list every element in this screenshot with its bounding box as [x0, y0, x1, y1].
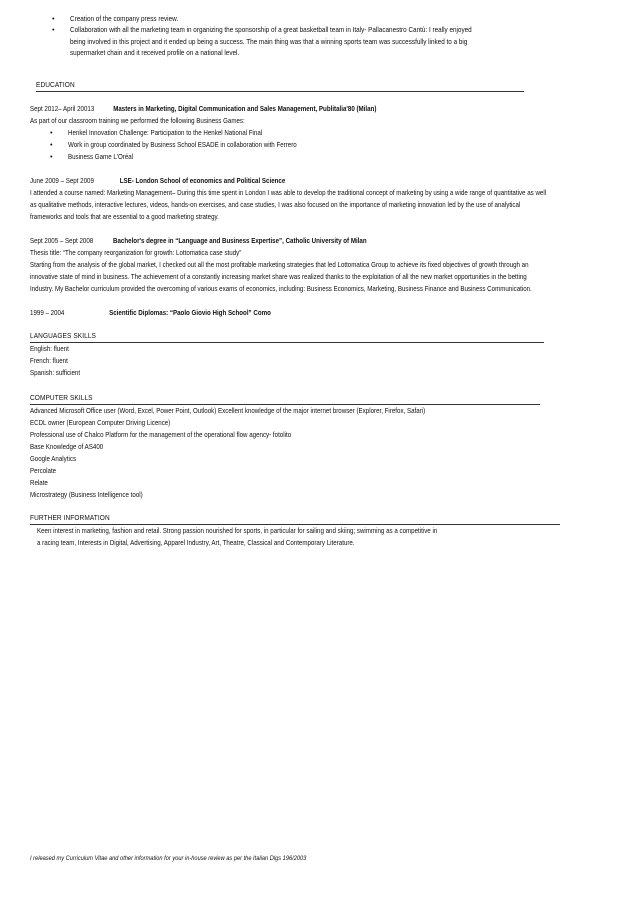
bullet-icon: •	[52, 14, 55, 23]
bullet-icon: •	[50, 152, 53, 161]
computer-header: COMPUTER SKILLS	[30, 393, 540, 405]
entry-dates: Sept 2012– April 20013	[30, 104, 95, 113]
privacy-footer: I released my Curriculum Vitae and other information for your in-house review as per the Italian Dlgs 196/2003	[30, 855, 307, 862]
bullet-icon: •	[50, 140, 53, 149]
further-header: FURTHER INFORMATION	[30, 513, 560, 525]
cv-page: • Creation of the company press review. • Collaboration with all the marketing team in organizing the sponsorship of a great basketball team in Italy- Pallacanestro Cantù: I really enjoyed being involved in this project and it ended up being a success. The main thing was that a winning sports team was successfully linked to a big supermarket chain and it received profile on a national level. EDUCATION Sept 2012– April 20013 Masters in Marketing, Digital Communication and Sales Management, Publitalia'80 (Milan) As part of our classroom training we performed the following Business Games: • Henkel Innovation Challenge: Participation to the Henkel National Final • Work in group coordinated by Business School ESADE in collaboration with Ferrero • Business Game L'Oréal June 2009 – Sept 2009 LSE- London School of economics and Political Science I attended a course named: Marketing Management– During this time spent in London I was able to develop the traditional concept of marketing by using a wide range of quantitative as well as qualitative methods, interactive lectures, videos, hands-on exercises, and case studies, I was also focused on the importance of marketing innovation led by the use of analytical frameworks and tools that are essential to a good marketing strategy. Sept 2005 – Sept 2008 Bachelor's degree in “Language and Business Expertise”, Catholic University of Milan Thesis title: “The company reorganization for growth: Lottomatica case study” Starting from the analysis of the global market, I checked out all the most profitable marketing strategies that led Lottomatica Group to achieve its fixed objectives of growth through an innovative state of mind in business. The achievement of a constantly increasing market share was realized thanks to the exploitation of all the new market opportunities in the betting Industry. My Bachelor curriculum provided the overcoming of various exams of economics, including: Business Economics, Marketing, Business Finance and Business Communication. 1999 – 2004 Scientific Diplomas: “Paolo Giovio High School” Como LANGUAGES SKILLS English: fluent French: fluent Spanish: sufficient COMPUTER SKILLS Advanced Microsoft Office user (Word, Excel, Power Point, Outlook) Excellent knowledge of the major internet browser (Explorer, Firefox, Safari) ECDL owner (European Computer Driving Licence) Professional use of Chalco Platform for the management of the operational flow agency- fotolito Base Knowledge of AS400 Google Analytics Percolate Relate Microstrategy (Business Intelligence tool) FURTHER INFORMATION Keen interest in marketing, fashion and retail. Strong passion nourished for sports, in particular for sailing and skiing; swimming as a competitive in a racing team, Interests in Digital, Advertising, Apparel Industry, Art, Theatre, Classical and Contemporary Literature. I released my Curriculum Vitae and other information for your in-house review as per the Italian Dlgs 196/2003	[0, 0, 638, 903]
skill-item: Google Analytics	[30, 454, 77, 463]
entry-title: LSE- London School of economics and Political Science	[119, 176, 286, 185]
skill-item: Percolate	[30, 466, 57, 475]
skill-item: ECDL owner (European Computer Driving Licence)	[30, 418, 171, 427]
entry-title: Scientific Diplomas: “Paolo Giovio High School” Como	[109, 308, 271, 317]
entry-title: Bachelor's degree in “Language and Business Expertise”, Catholic University of Milan	[113, 236, 367, 245]
bullet-icon: •	[50, 128, 53, 137]
education-entry-diploma	[30, 307, 310, 318]
skill-item: Professional use of Chalco Platform for the management of the operational flow agency- fotolito	[30, 430, 292, 439]
skill-item: Base Knowledge of AS400	[30, 442, 104, 451]
education-entry-bachelor	[30, 235, 421, 246]
skill-item: Advanced Microsoft Office user (Word, Excel, Power Point, Outlook) Excellent knowledge of the major internet browser (Explorer, Firefox, Safari)	[30, 406, 426, 415]
entry-dates: Sept 2005 – Sept 2008	[30, 236, 94, 245]
entry-title: Masters in Marketing, Digital Communication and Sales Management, Publitalia'80 (Milan)	[113, 104, 377, 113]
entry-intro: As part of our classroom training we performed the following Business Games:	[30, 116, 245, 125]
experience-bullets	[52, 13, 612, 59]
language-item: Spanish: sufficient	[30, 368, 81, 377]
skill-item: Microstrategy (Business Intelligence tool)	[30, 490, 143, 499]
bullet-icon: •	[52, 25, 55, 35]
further-text: Keen interest in marketing, fashion and retail. Strong passion nourished for sports, in particular for sailing and skiing; swimming as a competitive in	[37, 526, 438, 535]
language-item: English: fluent	[30, 344, 69, 353]
languages-header: LANGUAGES SKILLS	[30, 331, 544, 343]
further-text: a racing team, Interests in Digital, Advertising, Apparel Industry, Art, Theatre, Classical and Contemporary Literature.	[37, 538, 355, 547]
list-item: • Collaboration with all the marketing team in organizing the sponsorship of a great basketball team in Italy- Pallacanestro Cantù: I really enjoyed being involved in this project and it ended up being a success. The main thing was that a winning sports team was successfully linked to a big supermarket chain and it received profile on a national level.	[52, 25, 472, 58]
language-item: French: fluent	[30, 356, 68, 365]
skill-item: Relate	[30, 478, 48, 487]
list-item: • Creation of the company press review.	[52, 14, 179, 23]
entry-dates: June 2009 – Sept 2009	[30, 176, 94, 185]
education-header: EDUCATION	[36, 80, 524, 92]
education-entry-lse	[30, 175, 327, 186]
entry-dates: 1999 – 2004	[30, 308, 65, 317]
education-entry-masters	[30, 103, 433, 114]
